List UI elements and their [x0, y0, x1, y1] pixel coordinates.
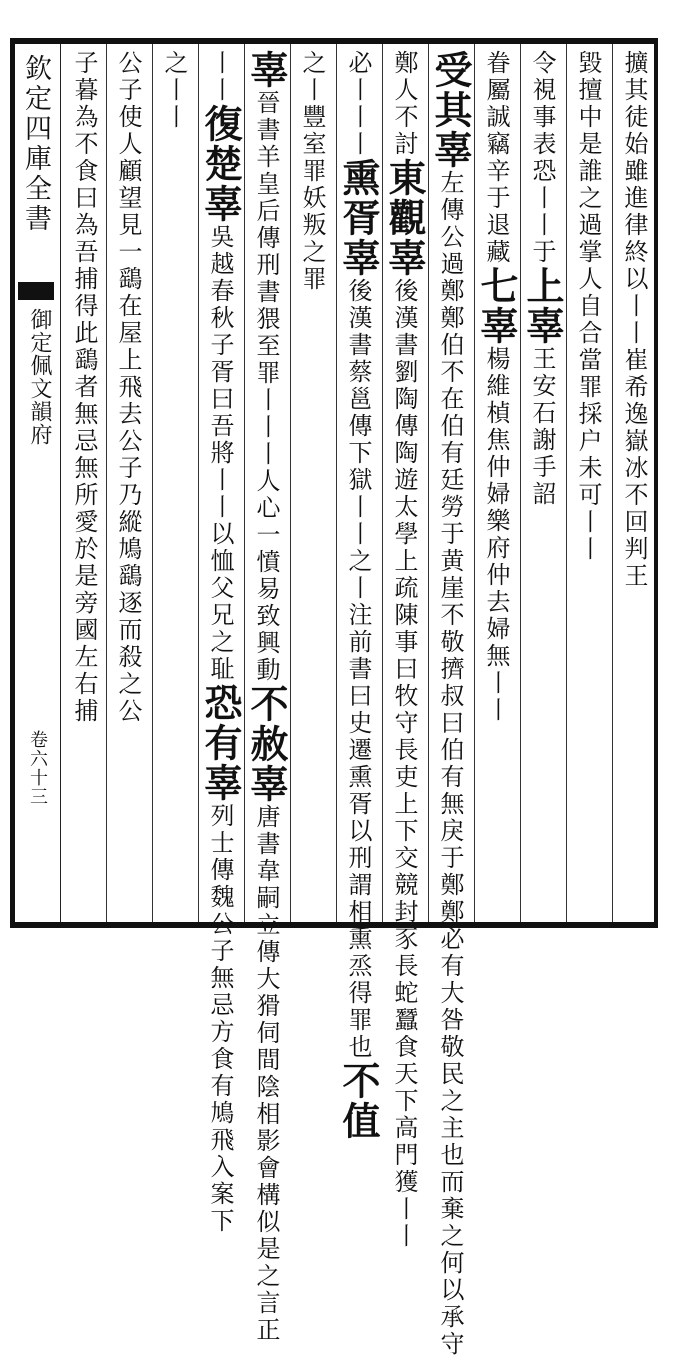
text-segment: 鄭人不討	[390, 50, 418, 158]
column-rule	[474, 44, 475, 922]
text-column	[428, 50, 473, 1358]
text-segment: 楊維楨焦仲婦樂府仲去婦無丨丨	[482, 346, 510, 724]
text-column	[382, 50, 427, 1250]
text-column	[520, 50, 565, 918]
headword: 受其辜	[428, 50, 473, 170]
text-segment: 丨丨	[206, 50, 234, 104]
text-segment: 之丨丨	[160, 50, 188, 131]
text-segment: 後漢書蔡邕傳下獄丨丨之丨注前書曰史遷熏胥以刑謂相熏烝得罪也	[344, 278, 372, 1061]
column-rule	[520, 44, 521, 922]
text-segment: 王安石謝手詔	[528, 346, 556, 508]
text-column	[292, 50, 332, 918]
text-segment: 之丨豐室罪妖叛之罪	[298, 50, 326, 293]
frame-right-border	[654, 38, 658, 928]
frame-left-border	[10, 38, 15, 928]
text-column	[108, 50, 148, 918]
text-column	[568, 50, 608, 918]
text-segment: 吳越春秋子胥曰吾將丨丨以恤父兄之耻	[206, 224, 234, 683]
text-column	[474, 50, 519, 918]
text-segment: 左傳公過鄭鄭伯不在伯有廷勞于黄崖不敬擠叔曰伯有無戾于鄭鄭必有大咎敬民之主也而棄之何以承守	[436, 170, 464, 1358]
headword: 七辜	[474, 266, 519, 346]
headword: 東觀辜	[382, 158, 427, 278]
text-column	[198, 50, 243, 1235]
column-rule	[106, 44, 107, 922]
text-segment: 唐書韋嗣立傳大猾伺間陰相影會構似是之言正	[252, 804, 280, 1344]
fishtail-mark-icon	[18, 282, 54, 300]
folio-number: 卷六十三	[27, 730, 48, 806]
column-rule	[152, 44, 153, 922]
text-segment: 必丨丨丨	[344, 50, 372, 158]
running-head-title: 欽定四庫全書	[20, 54, 51, 234]
text-column	[64, 50, 104, 918]
text-segment: 子暮為不食曰為吾捕得此鷂者無忌無所愛於是旁國左右捕	[70, 50, 98, 725]
headword: 復楚辜	[198, 104, 243, 224]
column-rule	[566, 44, 567, 922]
headword: 上辜	[520, 266, 565, 346]
margin-rule	[60, 44, 61, 922]
text-segment: 眷屬誠竊辛于退藏	[482, 50, 510, 266]
text-segment: 列士傳魏公子無忌方食有鳩飛入案下	[206, 803, 234, 1235]
text-segment: 毀擅中是誰之過掌人自合當罪採户未可丨丨	[574, 50, 602, 563]
text-segment: 令視事表恐丨丨于	[528, 50, 556, 266]
running-head-subtitle: 御定佩文韻府	[27, 308, 52, 446]
headword: 熏胥辜	[336, 158, 381, 278]
column-rule	[428, 44, 429, 922]
text-segment: 公子使人顧望見一鷂在屋上飛去公子乃縱鳩鷂逐而殺之公	[114, 50, 142, 725]
text-segment: 後漢書劉陶傳陶遊太學上疏陳事曰牧守長吏上下交競封豕長蛇蠶食天下高門獲丨丨	[390, 278, 418, 1250]
frame-top-border	[10, 38, 658, 44]
column-rule	[290, 44, 291, 922]
text-segment: 晉書羊皇后傳刑書猥至罪丨丨丨人心一憤易致興動	[252, 90, 280, 684]
headword: 恐有辜	[198, 683, 243, 803]
frame-bottom-border	[10, 922, 658, 928]
text-column	[244, 50, 289, 1344]
headword: 不赦辜	[244, 684, 289, 804]
column-rule	[612, 44, 613, 922]
headword: 不值	[336, 1061, 381, 1141]
text-segment: 擴其徒始雖進律終以丨丨崔希逸嶽冰不回判王	[620, 50, 648, 590]
text-column	[614, 50, 654, 918]
text-column	[336, 50, 381, 1141]
headword: 辜	[244, 50, 289, 90]
text-column	[154, 50, 194, 918]
